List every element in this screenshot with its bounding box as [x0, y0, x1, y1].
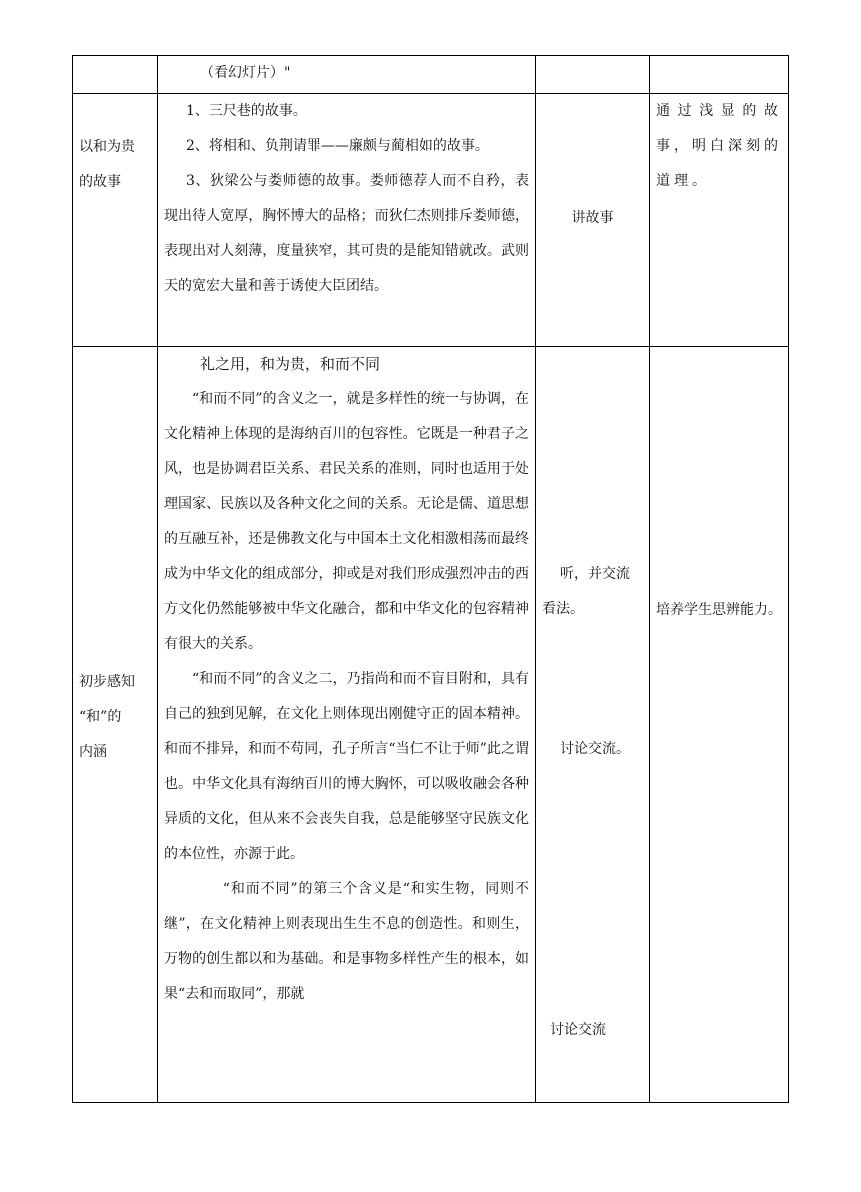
content-cell — [158, 347, 536, 1103]
activity-cell — [536, 347, 650, 1103]
topic-line: “和”的 — [79, 709, 122, 725]
purpose-text: 通过浅显的故事，明白深刻的道理。 — [656, 103, 782, 189]
activity-text: 听，并交流 — [560, 566, 630, 582]
activity-cell — [536, 94, 650, 347]
topic-line: 以和为贵 — [79, 139, 135, 155]
topic-line: 的故事 — [79, 174, 121, 190]
section-heading: 礼之用，和为贵，和而不同 — [200, 355, 381, 373]
activity-text: 看法。 — [542, 601, 584, 617]
purpose-text: 培养学生思辨能力。 — [656, 602, 782, 618]
activity-text: 讲故事 — [571, 210, 614, 226]
purpose-cell — [650, 56, 789, 94]
activity-cell — [536, 56, 650, 94]
story-item: 2、将相和、负荆请罪——廉颇与蔺相如的故事。 — [186, 138, 489, 154]
topic-cell — [73, 56, 158, 94]
table-row — [73, 56, 789, 94]
topic-cell — [73, 347, 158, 1103]
table-row — [73, 347, 789, 1103]
content-cell — [158, 94, 536, 347]
topic-cell — [73, 94, 158, 347]
purpose-cell — [650, 347, 789, 1103]
topic-line: 初步感知 — [79, 674, 135, 690]
activity-text: 讨论交流。 — [560, 741, 630, 757]
story-item: 3、狄梁公与娄师德的故事。娄师德荐人而不自矜，表现出待人宽厚，胸怀博大的品格；而狄仁杰则排斥娄师德，表现出对人刻薄，度量狭窄，其可贵的是能知错就改。武则天的宽宏大量和善于诱使大臣团结。 — [164, 173, 529, 294]
activity-text: 讨论交流 — [550, 1022, 606, 1038]
table-row — [73, 94, 789, 347]
slides-note: （看幻灯片）" — [200, 65, 291, 81]
story-item: 1、三尺巷的故事。 — [186, 103, 307, 119]
paragraph: “和而不同”的含义之一，就是多样性的统一与协调，在文化精神上体现的是海纳百川的包容性。它既是一种君子之风，也是协调君臣关系、君民关系的准则，同时也适用于处理国家、民族以及各种文化之间的关系。无论是儒、道思想的互融互补，还是佛教文化与中国本土文化相激相荡而最终成为中华文化的组成部分，抑或是对我们形成强烈冲击的西方文化仍然能够被中华文化融合，都和中华文化的包容精神有很大的关系。 — [164, 391, 529, 652]
lesson-plan-table — [72, 55, 789, 1103]
topic-line: 内涵 — [79, 744, 107, 760]
paragraph: “和而不同”的第三个含义是“和实生物，同则不继”，在文化精神上则表现出生生不息的创造性。和则生，万物的创生都以和为基础。和是事物多样性产生的根本，如果“去和而取同”，那就 — [164, 881, 529, 1002]
purpose-cell — [650, 94, 789, 347]
content-cell — [158, 56, 536, 94]
paragraph: “和而不同”的含义之二，乃指尚和而不盲目附和，具有自己的独到见解，在文化上则体现出刚健守正的固本精神。和而不排异，和而不苟同，孔子所言“当仁不让于师”此之谓也。中华文化具有海纳百川的博大胸怀，可以吸收融会各种异质的文化，但从来不会丧失自我，总是能够坚守民族文化的本位性，亦源于此。 — [164, 671, 529, 862]
